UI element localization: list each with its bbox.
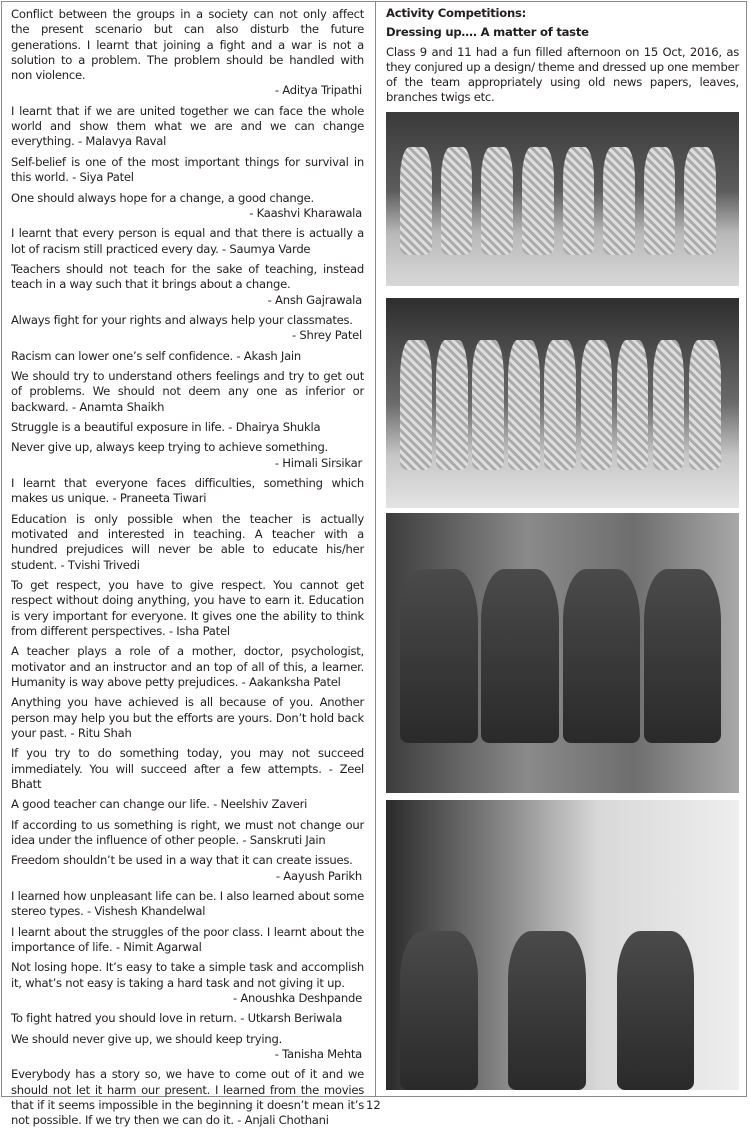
quote-text: We should never give up, we should keep trying.: [11, 1031, 283, 1046]
author-wrapper: - Anoushka Deshpande: [232, 990, 362, 1005]
costume-figure: [644, 569, 722, 743]
quote-author: Tanisha Mehta: [282, 1047, 362, 1062]
quote-item: [11, 104, 364, 150]
quote-item: [11, 818, 364, 849]
quote-author: Malavya Raval: [85, 134, 167, 149]
quote-text: I learned how unpleasant life can be. I also learned about some stereo types.: [11, 889, 364, 919]
author-wrapper: - Utkarsh Beriwala: [236, 1011, 343, 1026]
quote-text: If you try to do something today, you may not succeed immediately. You will succeed after a few attempts.: [11, 746, 364, 776]
quote-item: [11, 889, 364, 920]
quote-item: [11, 155, 364, 186]
author-wrapper: - Aayush Parikh: [275, 868, 362, 883]
quote-item: [11, 1032, 364, 1063]
quote-item: [11, 7, 364, 99]
author-wrapper: - Aditya Tripathi: [274, 83, 362, 98]
author-wrapper: - Malavya Raval: [74, 134, 167, 149]
costume-figure: [581, 340, 613, 470]
quote-author: Kaashvi Kharawala: [256, 205, 362, 220]
quote-item: [11, 369, 364, 415]
quote-text: Never give up, always keep trying to achieve something.: [11, 440, 328, 455]
article-column: [386, 6, 739, 106]
quote-text: A teacher plays a role of a mother, doctor, psychologist, motivator and an instructor and an top of all of this, a learner. Humanity is way above petty prejudices.: [11, 644, 364, 689]
quote-item: [11, 1011, 364, 1026]
costume-figure: [400, 569, 478, 743]
quote-author: Nimit Agarwal: [123, 940, 202, 954]
quote-item: [11, 226, 364, 257]
costume-figure: [508, 340, 540, 470]
quote-author: Siya Patel: [79, 170, 134, 185]
quote-author: Sanskruti Jain: [249, 832, 326, 847]
costume-figure: [644, 147, 676, 255]
quote-text: I learnt that everyone faces difficulties, something which makes us unique.: [11, 476, 364, 506]
quote-text: Not losing hope. It’s easy to take a simple task and accomplish it, what’s not easy is taking a hard task and not giving it up.: [11, 960, 364, 990]
quote-author: Ritu Shah: [77, 725, 132, 740]
quote-author: Aditya Tripathi: [282, 83, 362, 98]
costume-figure: [603, 147, 635, 255]
author-wrapper: - Praneeta Tiwari: [109, 491, 207, 506]
costume-figure: [400, 931, 478, 1091]
quote-text: Self-belief is one of the most important things for survival in this world.: [11, 154, 364, 185]
quote-item: [11, 578, 364, 639]
author-wrapper: - Isha Patel: [165, 623, 230, 638]
costume-figure: [563, 147, 595, 255]
quote-item: [11, 191, 364, 222]
article-heading: Activity Competitions:: [386, 6, 527, 20]
quote-item: [11, 1067, 364, 1128]
costume-figure: [441, 147, 473, 255]
costume-figure: [472, 340, 504, 470]
quote-item: [11, 925, 364, 956]
quote-text: I learnt that every person is equal and that there is actually a lot of racism still practiced every day.: [11, 226, 364, 256]
quote-item: [11, 960, 364, 1006]
costume-figure: [436, 340, 468, 470]
page-number: 12: [366, 1098, 381, 1112]
costume-figure: [508, 931, 586, 1091]
author-wrapper: - Siya Patel: [68, 170, 134, 185]
quote-text: Conflict between the groups in a society can not only affect the present scenario but can also disturb the future generations. I learnt that joining a fight and a war is not a solution to a problem. The problem should be handled with non violence.: [11, 7, 364, 83]
quote-text: I learnt about the struggles of the poor class. I learnt about the importance of life.: [11, 924, 364, 954]
costume-figure: [684, 147, 716, 255]
quote-item: [11, 695, 364, 741]
quote-text: If according to us something is right, we must not change our idea under the influence of other people.: [11, 817, 364, 847]
costume-figure: [481, 569, 559, 743]
costume-figure: [400, 340, 432, 470]
article-intro: Class 9 and 11 had a fun filled afternoon on 15 Oct, 2016, as they conjured up a design/ theme and dressed up one member of the team appropriately using old news papers, leaves, branches twigs etc.: [386, 44, 739, 105]
photo-group-in-newspaper-dresses-2: [386, 298, 739, 508]
costume-figure: [617, 340, 649, 470]
quote-text: Everybody has a story so, we have to come out of it and we should not let it harm our present. I learned from the movies that if it seems impossible in the beginning it doesn’t mean it’s not possible. If we try then we can do it.: [11, 1067, 364, 1128]
quote-text: Anything you have achieved is all because of you. Another person may help you but the efforts are yours. Don’t hold back your past.: [11, 695, 364, 740]
author-wrapper: - Anamta Shaikh: [68, 399, 165, 414]
author-wrapper: - Neelshiv Zaveri: [209, 797, 308, 812]
author-wrapper: - Ansh Gajrawala: [267, 292, 362, 307]
quote-author: Anamta Shaikh: [79, 399, 165, 414]
quote-item: [11, 420, 364, 435]
author-wrapper: - Dhairya Shukla: [224, 419, 321, 434]
quote-author: Aakanksha Patel: [249, 674, 341, 689]
quote-item: [11, 440, 364, 471]
quote-item: [11, 644, 364, 690]
costume-figure: [689, 340, 721, 470]
author-wrapper: - Akash Jain: [232, 348, 301, 363]
quote-author: Isha Patel: [176, 623, 230, 638]
quote-author: Neelshiv Zaveri: [220, 797, 308, 812]
quote-author: Himali Sirsikar: [282, 455, 362, 470]
author-wrapper: - Sanskruti Jain: [238, 832, 326, 847]
photo-students-dressing-model: [386, 513, 739, 793]
quote-author: Shrey Patel: [299, 328, 362, 343]
costume-figure: [481, 147, 513, 255]
author-wrapper: - Shrey Patel: [292, 328, 362, 343]
author-wrapper: - Vishesh Khandelwal: [83, 904, 206, 919]
author-wrapper: - Zeel Bhatt: [11, 761, 364, 791]
quote-author: Vishesh Khandelwal: [94, 904, 206, 919]
quote-text: We should try to understand others feelings and try to get out of problems. We should not deem any one as inferior or backward.: [11, 368, 364, 414]
quote-author: Aayush Parikh: [283, 868, 362, 883]
quote-author: Zeel Bhatt: [11, 761, 364, 791]
quote-item: [11, 797, 364, 812]
author-wrapper: - Himali Sirsikar: [274, 455, 362, 470]
costume-figure: [563, 569, 641, 743]
quote-author: Anoushka Deshpande: [240, 990, 362, 1005]
quote-text: Teachers should not teach for the sake of teaching, instead teach in a way such that it brings about a change.: [11, 261, 364, 292]
quote-text: Racism can lower one’s self confidence.: [11, 348, 233, 363]
quote-author: Dhairya Shukla: [235, 419, 321, 434]
quote-text: To fight hatred you should love in return.: [11, 1011, 237, 1026]
quote-text: Always fight for your rights and always help your classmates.: [11, 312, 353, 327]
quote-author: Saumya Varde: [229, 241, 311, 256]
quote-text: I learnt that if we are united together we can face the whole world and show them what we are and we can change everything.: [11, 103, 364, 149]
costume-figure: [653, 340, 685, 470]
quote-author: Praneeta Tiwari: [119, 491, 207, 506]
photo-group-in-newspaper-dresses-1: [386, 112, 739, 286]
costume-figure: [400, 147, 432, 255]
quote-text: To get respect, you have to give respect. You cannot get respect without doing anything, you have to earn it. Education is very important for everyone. It gives one the ability to think from different perspectives.: [11, 578, 364, 638]
quote-text: Struggle is a beautiful exposure in life.: [11, 419, 225, 434]
costume-figure: [544, 340, 576, 470]
author-wrapper: - Tanisha Mehta: [274, 1047, 362, 1062]
author-wrapper: - Nimit Agarwal: [112, 940, 202, 954]
quote-text: Education is only possible when the teacher is actually motivated and interested in teaching. A teacher with a hundred prejudices will never be able to educate his/her student.: [11, 511, 364, 572]
author-wrapper: - Saumya Varde: [218, 241, 311, 256]
author-wrapper: - Kaashvi Kharawala: [249, 205, 362, 220]
quote-author: Utkarsh Beriwala: [247, 1011, 343, 1026]
photo-student-styling-hair: [386, 800, 739, 1090]
quote-text: Freedom shouldn’t be used in a way that it can create issues.: [11, 853, 353, 868]
quote-item: [11, 476, 364, 507]
article-subheading: Dressing up…. A matter of taste: [386, 25, 589, 40]
column-divider: [375, 1, 376, 1097]
author-wrapper: - Tvishi Trivedi: [57, 557, 140, 572]
costume-figure: [522, 147, 554, 255]
quote-author: Ansh Gajrawala: [275, 292, 362, 307]
quote-text: One should always hope for a change, a good change.: [11, 190, 314, 205]
costume-figure: [617, 931, 695, 1091]
quote-author: Akash Jain: [243, 348, 301, 363]
author-wrapper: - Aakanksha Patel: [238, 674, 341, 689]
quote-item: [11, 262, 364, 308]
author-wrapper: - Ritu Shah: [67, 725, 132, 740]
quote-item: [11, 853, 364, 884]
quote-item: [11, 313, 364, 344]
quote-item: [11, 512, 364, 573]
quote-author: Tvishi Trivedi: [67, 557, 140, 572]
quote-item: [11, 349, 364, 364]
quote-author: Anjali Chothani: [244, 1113, 329, 1128]
quotes-column: [11, 7, 364, 1134]
quote-item: [11, 746, 364, 792]
author-wrapper: - Anjali Chothani: [233, 1113, 329, 1128]
quote-text: A good teacher can change our life.: [11, 797, 210, 812]
